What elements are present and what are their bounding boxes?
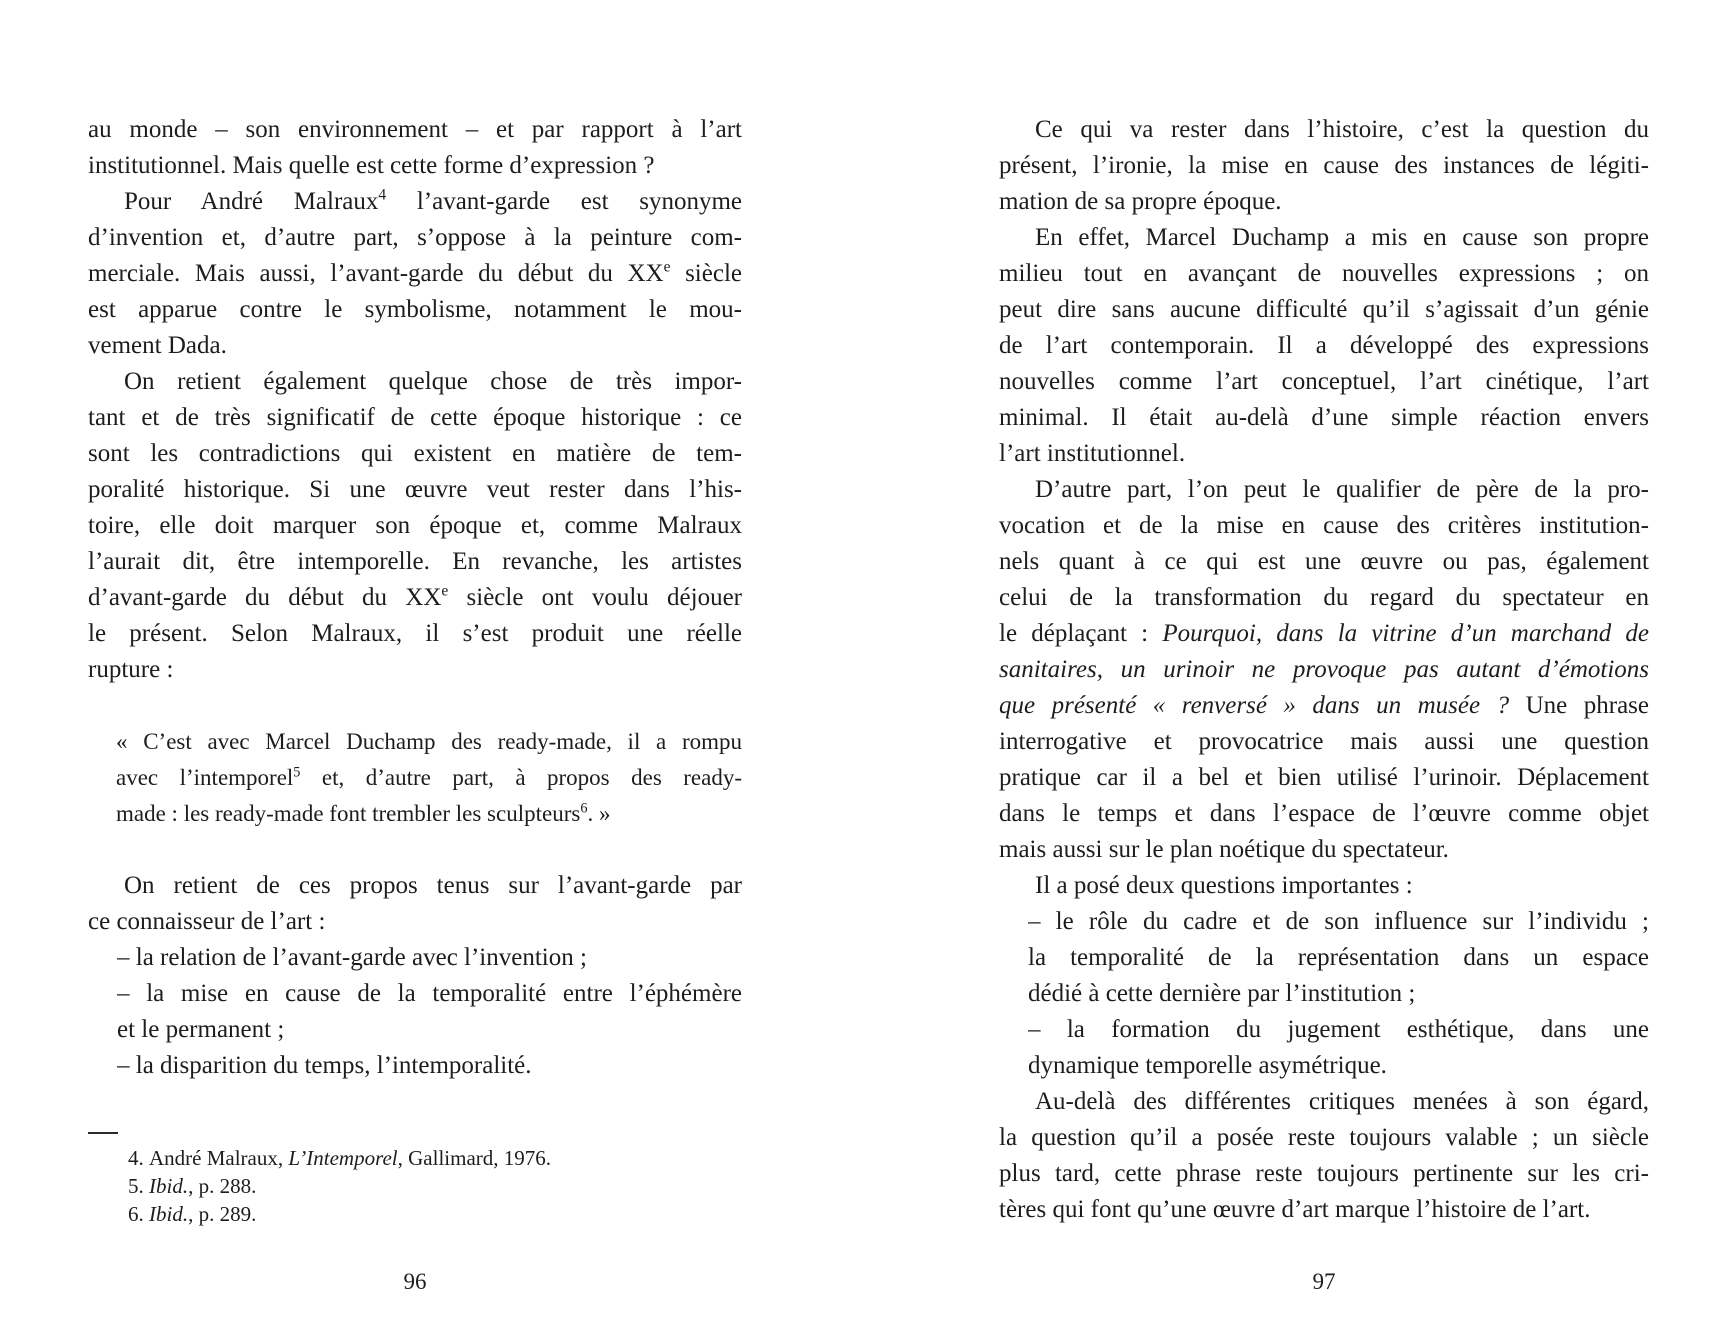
- text-line: [88, 220, 742, 256]
- text-line: [999, 220, 1649, 256]
- text-segment: tant et de très significatif de cette époque historique : ce: [88, 404, 742, 431]
- italic-text: Ibid.: [149, 1174, 189, 1198]
- text-line: [88, 472, 742, 508]
- text-line: [999, 1156, 1649, 1192]
- text-segment: dédié à cette dernière par l’institution ;: [1028, 980, 1416, 1007]
- text-line: [88, 364, 742, 400]
- text-line: [999, 364, 1649, 400]
- text-segment: sont les contradictions qui existent en matière de tem-: [88, 440, 742, 467]
- text-segment: On retient de ces propos tenus sur l’avant-garde par: [124, 872, 742, 899]
- text-line: [88, 508, 742, 544]
- text-line: [88, 184, 742, 220]
- italic-text: sanitaires, un urinoir ne provoque pas autant d’émotions: [999, 656, 1649, 683]
- page-number-left: 96: [403, 1269, 427, 1294]
- text-line: [999, 832, 1649, 868]
- text-line: [117, 976, 742, 1012]
- text-line: [999, 184, 1649, 220]
- text-segment: dynamique temporelle asymétrique.: [1028, 1052, 1387, 1079]
- text-segment: D’autre part, l’on peut le qualifier de père de la pro-: [1035, 476, 1649, 503]
- text-segment: tères qui font qu’une œuvre d’art marque l’histoire de l’art.: [999, 1196, 1591, 1223]
- text-segment: , p. 289.: [188, 1202, 257, 1226]
- text-line: [88, 1200, 742, 1228]
- text-line: [88, 1144, 742, 1172]
- text-segment: merciale. Mais aussi, l’avant-garde du début du XX: [88, 260, 664, 287]
- text-segment: vocation et de la mise en cause des critères institution-: [999, 512, 1649, 539]
- superscript-ref: e: [441, 582, 449, 600]
- text-line: [117, 1012, 742, 1048]
- text-line: [88, 112, 742, 148]
- text-segment: 4. André Malraux,: [128, 1146, 289, 1170]
- text-segment: dans le temps et dans l’espace de l’œuvre comme objet: [999, 800, 1649, 827]
- text-segment: d’avant-garde du début du XX: [88, 584, 442, 611]
- text-line: [999, 508, 1649, 544]
- text-line: [999, 580, 1649, 616]
- text-line: [88, 868, 742, 904]
- paragraph: [999, 112, 1649, 220]
- italic-text: que présenté « renversé » dans un musée ?: [999, 692, 1526, 719]
- text-segment: « C’est avec Marcel Duchamp des ready-made, il a rompu: [116, 729, 742, 754]
- text-segment: plus tard, cette phrase reste toujours pertinente sur les cri-: [999, 1160, 1649, 1187]
- text-line: [1028, 976, 1649, 1012]
- paragraph: [999, 220, 1649, 472]
- text-line: [999, 724, 1649, 760]
- page-right: [999, 112, 1649, 1228]
- superscript-ref: 6: [580, 800, 588, 817]
- italic-text: Pourquoi, dans la vitrine d’un marchand de: [1162, 620, 1649, 647]
- text-line: [88, 400, 742, 436]
- text-line: [999, 616, 1649, 652]
- text-line: [88, 1172, 742, 1200]
- text-segment: le déplaçant :: [999, 620, 1163, 647]
- text-segment: nouvelles comme l’art conceptuel, l’art cinétique, l’art: [999, 368, 1649, 395]
- text-segment: minimal. Il était au-delà d’une simple réaction envers: [999, 404, 1649, 431]
- text-line: [999, 472, 1649, 508]
- text-line: [88, 436, 742, 472]
- paragraph: [88, 112, 742, 184]
- text-segment: made : les ready-made font trembler les sculpteurs: [116, 801, 581, 826]
- text-line: [999, 1120, 1649, 1156]
- text-segment: toire, elle doit marquer son époque et, comme Malraux: [88, 512, 742, 539]
- text-segment: nels quant à ce qui est une œuvre ou pas, également: [999, 548, 1649, 575]
- text-line: [999, 796, 1649, 832]
- text-segment: et, d’autre part, à propos des ready-: [300, 765, 742, 790]
- list-item: [1028, 904, 1649, 1012]
- text-line: [88, 256, 742, 292]
- text-line: [999, 760, 1649, 796]
- text-segment: de l’art contemporain. Il a développé des expressions: [999, 332, 1649, 359]
- text-line: [117, 1048, 742, 1084]
- text-line: [88, 580, 742, 616]
- text-segment: Ce qui va rester dans l’histoire, c’est la question du: [1035, 116, 1649, 143]
- text-line: [999, 328, 1649, 364]
- text-segment: la temporalité de la représentation dans un espace: [1028, 944, 1649, 971]
- footnote: [88, 1144, 742, 1172]
- text-segment: , Gallimard, 1976.: [397, 1146, 552, 1170]
- italic-text: L’Intemporel: [288, 1146, 398, 1170]
- text-line: [999, 292, 1649, 328]
- text-segment: présent, l’ironie, la mise en cause des instances de légiti-: [999, 152, 1649, 179]
- text-segment: institutionnel. Mais quelle est cette forme d’expression ?: [88, 152, 655, 179]
- text-segment: – la mise en cause de la temporalité entre l’éphémère: [117, 980, 742, 1007]
- text-line: [116, 796, 742, 832]
- text-segment: l’aurait dit, être intemporelle. En revanche, les artistes: [88, 548, 742, 575]
- text-segment: ce connaisseur de l’art :: [88, 908, 326, 935]
- text-line: [999, 112, 1649, 148]
- text-line: [88, 904, 742, 940]
- text-segment: et le permanent ;: [117, 1016, 285, 1043]
- text-segment: , p. 288.: [188, 1174, 257, 1198]
- text-line: [88, 328, 742, 364]
- text-segment: est apparue contre le symbolisme, notamment le mou-: [88, 296, 742, 323]
- text-line: [1028, 1048, 1649, 1084]
- text-segment: – le rôle du cadre et de son influence sur l’individu ;: [1028, 908, 1649, 935]
- paragraph: [88, 364, 742, 688]
- text-line: [116, 724, 742, 760]
- text-segment: au monde – son environnement – et par rapport à l’art: [88, 116, 742, 143]
- text-segment: l’art institutionnel.: [999, 440, 1186, 467]
- text-line: [1028, 1012, 1649, 1048]
- text-segment: le présent. Selon Malraux, il s’est produit une réelle: [88, 620, 742, 647]
- text-segment: – la relation de l’avant-garde avec l’invention ;: [117, 944, 587, 971]
- text-segment: – la disparition du temps, l’intemporalité.: [117, 1052, 532, 1079]
- superscript-ref: 4: [378, 186, 387, 204]
- italic-text: Ibid.: [149, 1202, 189, 1226]
- text-segment: mais aussi sur le plan noétique du spectateur.: [999, 836, 1449, 863]
- text-line: [1028, 940, 1649, 976]
- text-segment: celui de la transformation du regard du spectateur en: [999, 584, 1649, 611]
- block-quote: [116, 724, 742, 832]
- text-segment: siècle: [670, 260, 742, 287]
- text-line: [88, 292, 742, 328]
- superscript-ref: 5: [293, 764, 301, 781]
- text-segment: Pour André Malraux: [124, 188, 379, 215]
- text-line: [999, 1084, 1649, 1120]
- text-segment: poralité historique. Si une œuvre veut rester dans l’his-: [88, 476, 742, 503]
- text-line: [999, 652, 1649, 688]
- text-segment: En effet, Marcel Duchamp a mis en cause son propre: [1035, 224, 1649, 251]
- text-line: [88, 616, 742, 652]
- text-segment: vement Dada.: [88, 332, 227, 359]
- paragraph: [88, 184, 742, 364]
- paragraph: [88, 868, 742, 940]
- text-line: [999, 256, 1649, 292]
- text-segment: Il a posé deux questions importantes :: [1035, 872, 1413, 899]
- paragraph: [999, 1084, 1649, 1228]
- list-item: [1028, 1012, 1649, 1084]
- text-segment: rupture :: [88, 656, 174, 683]
- text-segment: l’avant-garde est synonyme: [386, 188, 742, 215]
- text-line: [88, 652, 742, 688]
- page-left: [88, 112, 742, 1228]
- list-item: [117, 976, 742, 1048]
- page-number-right: 97: [1312, 1269, 1336, 1294]
- text-segment: pratique car il a bel et bien utilisé l’urinoir. Déplacement: [999, 764, 1649, 791]
- footnote: [88, 1200, 742, 1228]
- superscript-ref: e: [663, 258, 671, 276]
- text-segment: interrogative et provocatrice mais aussi une question: [999, 728, 1649, 755]
- text-line: [88, 544, 742, 580]
- text-line: [88, 148, 742, 184]
- text-segment: On retient également quelque chose de très impor-: [124, 368, 742, 395]
- text-line: [116, 760, 742, 796]
- footnote-rule: [88, 1132, 118, 1134]
- text-line: [117, 940, 742, 976]
- text-line: [999, 544, 1649, 580]
- text-segment: la question qu’il a posée reste toujours valable ; un siècle: [999, 1124, 1649, 1151]
- text-segment: 6.: [128, 1202, 149, 1226]
- text-segment: d’invention et, d’autre part, s’oppose à la peinture com-: [88, 224, 742, 251]
- paragraph: [999, 472, 1649, 868]
- list-item: [117, 1048, 742, 1084]
- text-segment: 5.: [128, 1174, 149, 1198]
- text-line: [1028, 904, 1649, 940]
- text-segment: Une phrase: [1525, 692, 1649, 719]
- text-segment: . »: [587, 801, 611, 826]
- text-line: [999, 868, 1649, 904]
- text-segment: milieu tout en avançant de nouvelles expressions ; on: [999, 260, 1649, 287]
- text-segment: Au-delà des différentes critiques menées à son égard,: [1035, 1088, 1649, 1115]
- text-segment: – la formation du jugement esthétique, dans une: [1028, 1016, 1649, 1043]
- text-line: [999, 400, 1649, 436]
- text-segment: mation de sa propre époque.: [999, 188, 1282, 215]
- text-segment: avec l’intemporel: [116, 765, 294, 790]
- text-line: [999, 436, 1649, 472]
- text-line: [999, 148, 1649, 184]
- text-line: [999, 688, 1649, 724]
- paragraph: [999, 868, 1649, 904]
- text-line: [999, 1192, 1649, 1228]
- text-segment: siècle ont voulu déjouer: [448, 584, 742, 611]
- footnote: [88, 1172, 742, 1200]
- text-segment: peut dire sans aucune difficulté qu’il s’agissait d’un génie: [999, 296, 1649, 323]
- list-item: [117, 940, 742, 976]
